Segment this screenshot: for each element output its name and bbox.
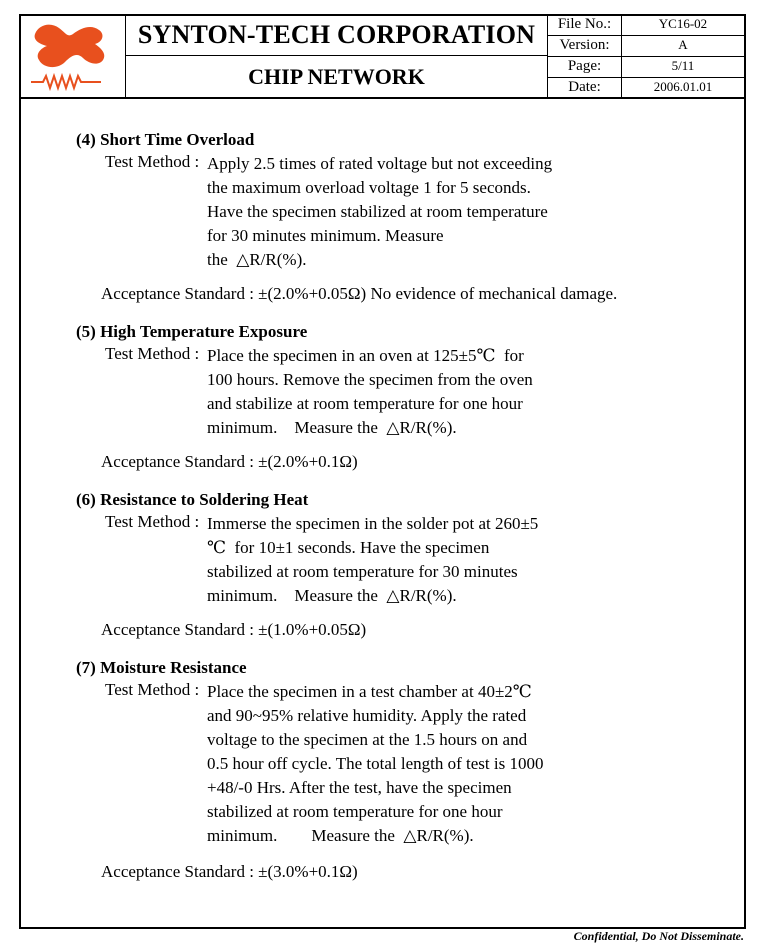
test-method-line: and 90~95% relative humidity. Apply the rated [207,706,527,725]
test-method-line: minimum. Measure the △R/R(%). [207,418,457,437]
meta-label: Page: [548,56,622,77]
test-method-label: Test Method : [105,680,204,699]
meta-value: A [678,37,688,52]
test-method-line: 0.5 hour off cycle. The total length of test is 1000 [207,754,544,773]
meta-row-version [548,35,744,57]
test-method-line: stabilized at room temperature for one hour [207,802,503,821]
company-name: SYNTON-TECH CORPORATION [126,14,548,56]
document-type: CHIP NETWORK [126,56,548,97]
document-meta-table [548,14,744,97]
test-method-line: Immerse the specimen in the solder pot at 260±5 [207,514,539,533]
test-method-line: minimum. Measure the △R/R(%). [207,826,474,845]
company-logo [19,14,126,97]
acceptance-standard: Acceptance Standard : ±(2.0%+0.1Ω) [101,452,358,471]
section-moisture-resistance [76,656,716,884]
acceptance-standard: Acceptance Standard : ±(3.0%+0.1Ω) [101,862,358,881]
confidential-notice: Confidential, Do Not Disseminate. [573,929,744,943]
section-resistance-to-soldering-heat [76,488,716,642]
meta-value: YC16-02 [658,16,708,31]
acceptance-standard: Acceptance Standard : ±(2.0%+0.05Ω) No evidence of mechanical damage. [101,284,618,303]
test-method-line: minimum. Measure the △R/R(%). [207,586,457,605]
test-method [105,512,716,608]
test-method-line: stabilized at room temperature for 30 minutes [207,562,518,581]
meta-row-page [548,56,744,78]
test-method-line: Place the specimen in a test chamber at 40±2℃ [207,682,532,701]
document-body [76,128,716,884]
meta-value: 5/11 [671,58,695,73]
test-method [105,680,716,848]
test-method-line: +48/-0 Hrs. After the test, have the specimen [207,778,512,797]
section-short-time-overload [76,128,716,306]
test-method-line: and stabilize at room temperature for one hour [207,394,523,413]
test-method [105,344,716,440]
section-title: (4) Short Time Overload [76,130,255,149]
test-method-line: 100 hours. Remove the specimen from the oven [207,370,533,389]
section-title: (6) Resistance to Soldering Heat [76,490,309,509]
acceptance-standard: Acceptance Standard : ±(1.0%+0.05Ω) [101,620,367,639]
document-header [19,14,746,99]
test-method-line: Have the specimen stabilized at room temperature [207,202,548,221]
meta-value: 2006.01.01 [653,79,713,94]
test-method-line: for 30 minutes minimum. Measure [207,226,444,245]
test-method-label: Test Method : [105,344,204,363]
meta-row-date [548,77,744,98]
test-method-label: Test Method : [105,512,204,531]
meta-row-file-no [548,14,744,36]
test-method-line: Place the specimen in an oven at 125±5℃ for [207,346,524,365]
meta-label: Date: [548,77,622,98]
test-method-line: Apply 2.5 times of rated voltage but not exceeding [207,154,553,173]
meta-label: Version: [548,35,622,56]
section-high-temperature-exposure [76,320,716,474]
section-title: (5) High Temperature Exposure [76,322,308,341]
test-method-label: Test Method : [105,152,204,171]
test-method-line: the △R/R(%). [207,250,307,269]
test-method-line: the maximum overload voltage 1 for 5 seconds. [207,178,531,197]
section-title: (7) Moisture Resistance [76,658,247,677]
test-method [105,152,716,272]
test-method-line: voltage to the specimen at the 1.5 hours on and [207,730,528,749]
test-method-line: ℃ for 10±1 seconds. Have the specimen [207,538,490,557]
meta-label: File No.: [548,14,622,35]
